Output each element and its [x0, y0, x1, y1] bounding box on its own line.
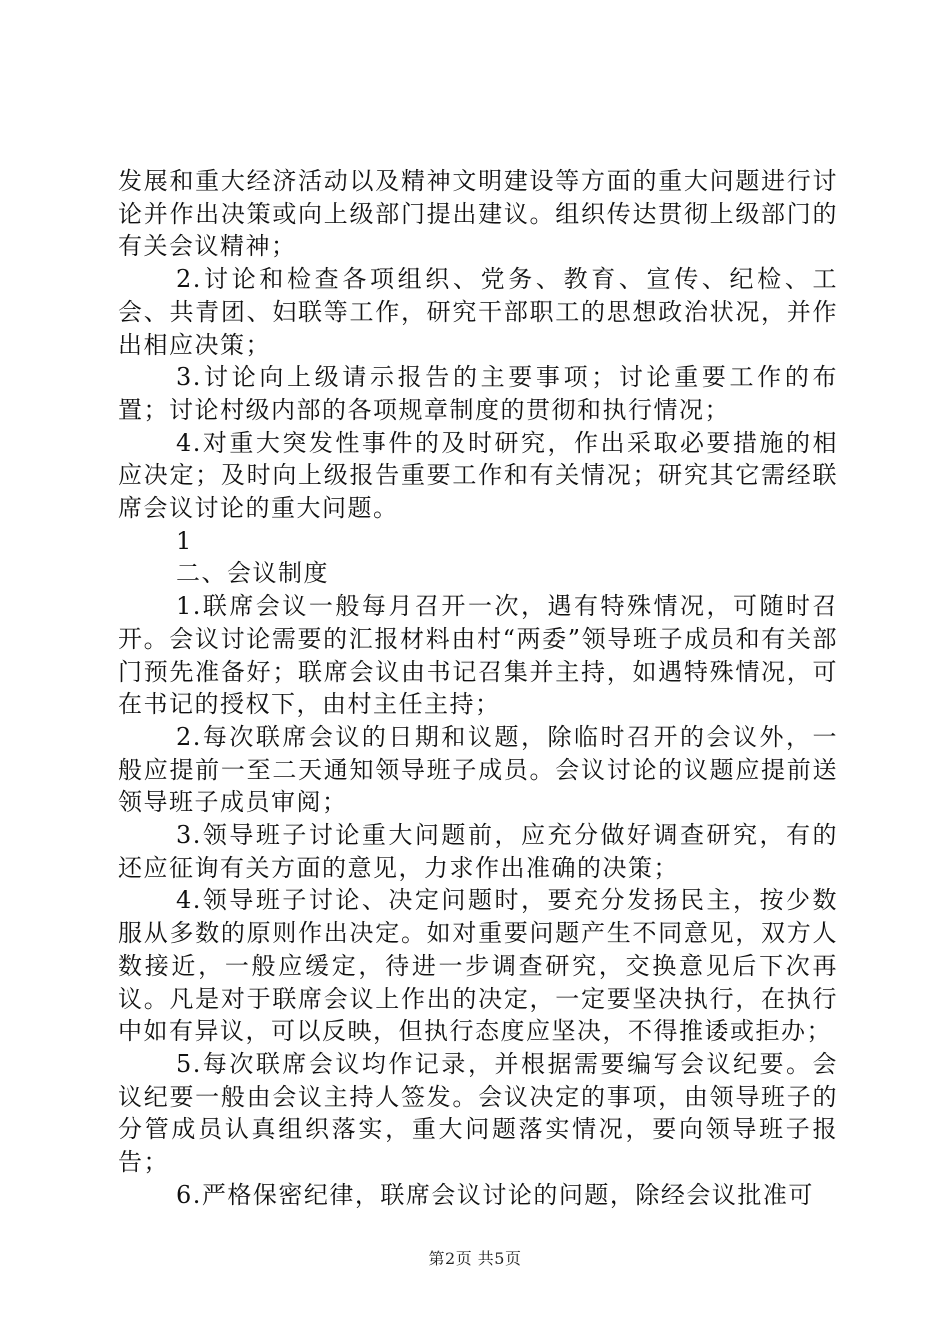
paragraph: 发展和重大经济活动以及精神文明建设等方面的重大问题进行讨论并作出决策或向上级部门提出建议。组织传达贯彻上级部门的有关会议精神；	[118, 167, 838, 261]
page-number-marker: 1	[176, 526, 193, 555]
page-footer	[0, 1246, 950, 1269]
paragraph: 6.严格保密纪律，联席会议讨论的问题，除经会议批准可	[176, 1180, 814, 1209]
paragraph: 2.讨论和检查各项组织、党务、教育、宣传、纪检、工会、共青团、妇联等工作，研究干部职工的思想政治状况，并作出相应决策；	[118, 265, 838, 359]
paragraph: 4.对重大突发性事件的及时研究，作出采取必要措施的相应决定；及时向上级报告重要工作和有关情况；研究其它需经联席会议讨论的重大问题。	[118, 428, 838, 523]
paragraph: 1.联席会议一般每月召开一次，遇有特殊情况，可随时召开。会议讨论需要的汇报材料由村“两委”领导班子成员和有关部门预先准备好；联席会议由书记召集并主持，如遇特殊情况，可在书记的授权下，由村主任主持；	[118, 592, 838, 719]
paragraph: 2.每次联席会议的日期和议题，除临时召开的会议外，一般应提前一至二天通知领导班子成员。会议讨论的议题应提前送领导班子成员审阅；	[118, 722, 838, 817]
paragraph: 5.每次联席会议均作记录，并根据需要编写会议纪要。会议纪要一般由会议主持人签发。会议决定的事项，由领导班子的分管成员认真组织落实，重大问题落实情况，要向领导班子报告；	[118, 1049, 838, 1177]
document-body	[118, 165, 838, 1212]
paragraph: 3.领导班子讨论重大问题前，应充分做好调查研究，有的还应征询有关方面的意见，力求作出准确的决策；	[118, 821, 838, 882]
section-heading: 二、会议制度	[176, 559, 329, 588]
paragraph: 4.领导班子讨论、决定问题时，要充分发扬民主，按少数服从多数的原则作出决定。如对重要问题产生不同意见，双方人数接近，一般应缓定，待进一步调查研究，交换意见后下次再议。凡是对于联席会议上作出的决定，一定要坚决执行，在执行中如有异议，可以反映，但执行态度应坚决，不得推诿或拒办；	[118, 886, 838, 1046]
paragraph: 3.讨论向上级请示报告的主要事项；讨论重要工作的布置；讨论村级内部的各项规章制度的贯彻和执行情况；	[118, 363, 838, 424]
page-indicator: 第2页 共5页	[428, 1249, 522, 1268]
